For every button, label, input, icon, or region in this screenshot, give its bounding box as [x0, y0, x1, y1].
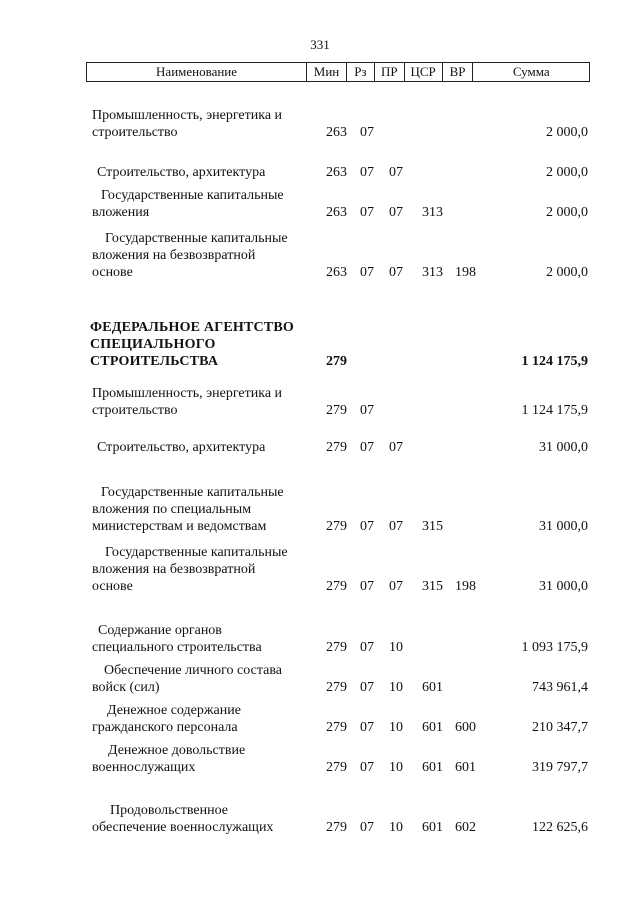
table-row-section — [0, 319, 640, 370]
row-min: 279 — [326, 680, 347, 695]
row-sum: 2 000,0 — [546, 205, 588, 220]
row-pr: 07 — [389, 440, 403, 455]
row-name: Обеспечение личного состава войск (сил) — [92, 663, 282, 695]
row-csr: 315 — [422, 579, 443, 594]
row-name: Государственные капитальные вложения на безвозвратной основе — [92, 545, 288, 594]
table-row — [0, 187, 640, 221]
header-min: Мин — [307, 63, 347, 81]
table-row — [0, 544, 640, 595]
row-csr: 601 — [422, 760, 443, 775]
row-csr: 601 — [422, 820, 443, 835]
row-pr: 07 — [389, 205, 403, 220]
row-pr: 10 — [389, 820, 403, 835]
row-sum: 1 124 175,9 — [521, 403, 588, 418]
header-csr: ЦСР — [405, 63, 443, 81]
header-sum: Сумма — [512, 64, 550, 79]
row-name: Денежное содержание гражданского персонала — [92, 703, 241, 735]
row-pr: 10 — [389, 640, 403, 655]
table-row — [0, 230, 640, 281]
row-min: 279 — [326, 820, 347, 835]
row-min: 279 — [326, 354, 347, 369]
row-csr: 601 — [422, 720, 443, 735]
row-vr: 602 — [455, 820, 476, 835]
row-csr: 601 — [422, 680, 443, 695]
row-name: Промышленность, энергетика и строительство — [92, 386, 283, 418]
row-pr: 10 — [389, 760, 403, 775]
row-min: 279 — [326, 640, 347, 655]
row-rz: 07 — [360, 265, 374, 280]
row-rz: 07 — [360, 165, 374, 180]
table-row — [0, 702, 640, 736]
row-name: Содержание органов специального строительства — [92, 623, 262, 655]
table-row — [0, 164, 640, 181]
row-min: 263 — [326, 165, 347, 180]
row-sum: 743 961,4 — [532, 680, 588, 695]
row-name: Государственные капитальные вложения по специальным министерствам и ведомствам — [92, 485, 284, 534]
row-rz: 07 — [360, 680, 374, 695]
row-rz: 07 — [360, 403, 374, 418]
row-rz: 07 — [360, 579, 374, 594]
row-rz: 07 — [360, 720, 374, 735]
row-csr: 313 — [422, 205, 443, 220]
row-min: 279 — [326, 720, 347, 735]
table-row — [0, 385, 640, 419]
row-rz: 07 — [360, 760, 374, 775]
header-vr: ВР — [443, 63, 474, 81]
row-name: Государственные капитальные вложения — [92, 188, 284, 220]
row-csr: 315 — [422, 519, 443, 534]
table-row — [0, 622, 640, 656]
row-min: 279 — [326, 440, 347, 455]
page-number: 331 — [310, 37, 330, 52]
row-vr: 198 — [455, 265, 476, 280]
row-min: 263 — [326, 205, 347, 220]
table-row — [0, 742, 640, 776]
row-pr: 10 — [389, 720, 403, 735]
row-rz: 07 — [360, 440, 374, 455]
row-pr: 07 — [389, 165, 403, 180]
header-pr: ПР — [375, 63, 405, 81]
row-min: 279 — [326, 403, 347, 418]
row-rz: 07 — [360, 640, 374, 655]
row-name: ФЕДЕРАЛЬНОЕ АГЕНТСТВО СПЕЦИАЛЬНОГО СТРОИТЕЛЬСТВА — [90, 320, 294, 369]
row-pr: 07 — [389, 265, 403, 280]
row-pr: 07 — [389, 519, 403, 534]
row-name: Строительство, архитектура — [97, 165, 266, 180]
row-pr: 10 — [389, 680, 403, 695]
header-name: Наименование — [87, 63, 307, 81]
row-sum: 210 347,7 — [532, 720, 588, 735]
row-rz: 07 — [360, 125, 374, 140]
row-min: 279 — [326, 519, 347, 534]
row-sum: 1 124 175,9 — [521, 354, 588, 369]
row-sum: 31 000,0 — [539, 579, 588, 594]
row-sum: 2 000,0 — [546, 125, 588, 140]
row-name: Строительство, архитектура — [97, 440, 266, 455]
table-row — [0, 662, 640, 696]
table-row — [0, 484, 640, 535]
row-rz: 07 — [360, 519, 374, 534]
table-row — [0, 107, 640, 141]
row-rz: 07 — [360, 820, 374, 835]
row-name: Продовольственное обеспечение военнослужащих — [92, 803, 274, 835]
row-name: Денежное довольствие военнослужащих — [92, 743, 246, 775]
header-rz: Рз — [347, 63, 375, 81]
row-sum: 319 797,7 — [532, 760, 588, 775]
row-sum: 2 000,0 — [546, 265, 588, 280]
row-vr: 601 — [455, 760, 476, 775]
row-pr: 07 — [389, 579, 403, 594]
row-vr: 600 — [455, 720, 476, 735]
row-min: 263 — [326, 125, 347, 140]
table-header — [86, 62, 590, 82]
row-min: 279 — [326, 760, 347, 775]
row-csr: 313 — [422, 265, 443, 280]
row-name: Промышленность, энергетика и строительство — [92, 108, 283, 140]
row-sum: 31 000,0 — [539, 440, 588, 455]
row-sum: 1 093 175,9 — [521, 640, 588, 655]
row-sum: 2 000,0 — [546, 165, 588, 180]
row-sum: 31 000,0 — [539, 519, 588, 534]
row-min: 263 — [326, 265, 347, 280]
row-rz: 07 — [360, 205, 374, 220]
row-name: Государственные капитальные вложения на безвозвратной основе — [92, 231, 288, 280]
row-vr: 198 — [455, 579, 476, 594]
table-row — [0, 439, 640, 456]
row-min: 279 — [326, 579, 347, 594]
table-row — [0, 802, 640, 836]
row-sum: 122 625,6 — [532, 820, 588, 835]
